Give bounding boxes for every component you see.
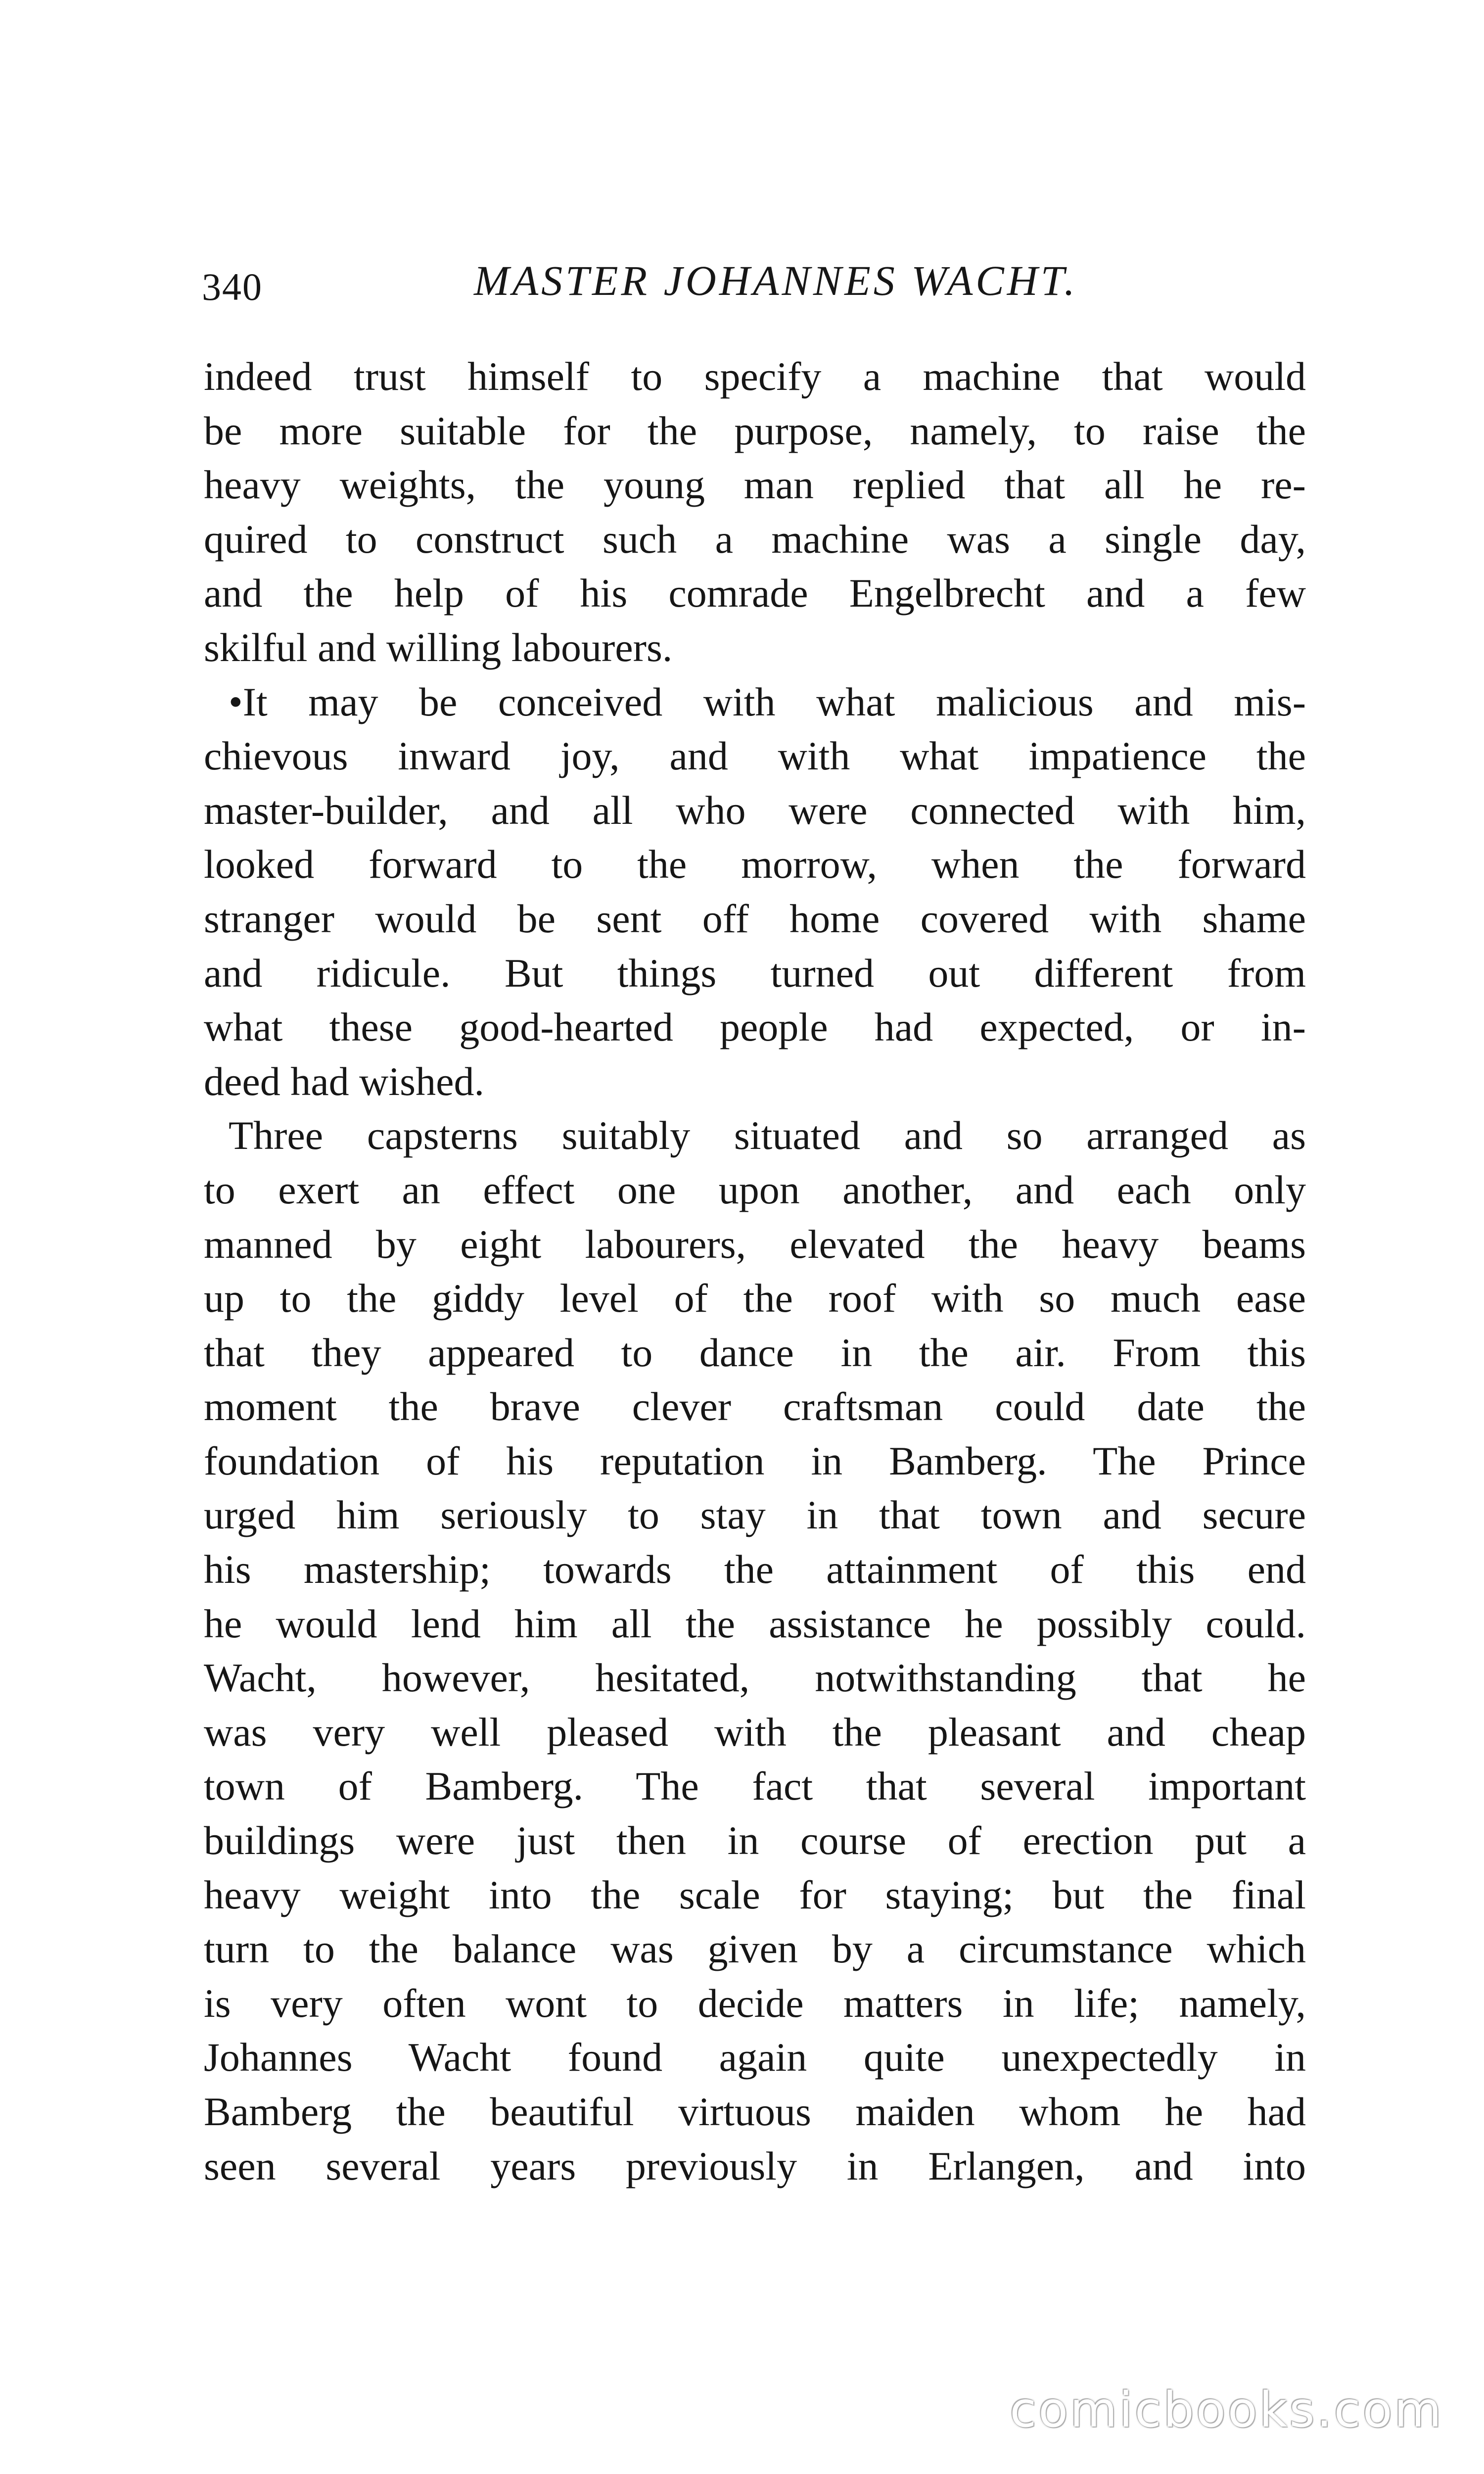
text-line: urged him seriously to stay in that town and secure <box>204 1492 1306 1538</box>
text-line: indeed trust himself to specify a machine that would <box>204 354 1306 399</box>
text-line: Wacht, however, hesitated, notwithstanding that he <box>204 1655 1306 1701</box>
text-line: manned by eight labourers, elevated the heavy beams <box>204 1221 1306 1267</box>
text-line: master-builder, and all who were connected with him, <box>204 787 1306 833</box>
running-title: MASTER JOHANNES WACHT. <box>474 257 1078 304</box>
text-line: and the help of his comrade Engelbrecht and a few <box>204 571 1306 616</box>
text-line: chievous inward joy, and with what impatience the <box>204 733 1306 779</box>
text-line: •It may be conceived with what malicious and mis- <box>229 679 1306 724</box>
body-text <box>204 349 1306 2193</box>
text-line: town of Bamberg. The fact that several important <box>204 1763 1306 1809</box>
text-line: to exert an effect one upon another, and each only <box>204 1167 1306 1212</box>
text-line: seen several years previously in Erlangen, and into <box>204 2143 1306 2189</box>
text-line: and ridicule. But things turned out different from <box>204 950 1306 996</box>
text-line: Johannes Wacht found again quite unexpectedly in <box>204 2035 1306 2080</box>
text-line: Three capsterns suitably situated and so arranged as <box>229 1113 1306 1158</box>
text-line: buildings were just then in course of erection put a <box>204 1818 1306 1863</box>
text-line: skilful and willing labourers. <box>204 624 673 670</box>
text-line: moment the brave clever craftsman could date the <box>204 1384 1306 1429</box>
text-line: that they appeared to dance in the air. From this <box>204 1330 1306 1375</box>
text-line: is very often wont to decide matters in life; namely, <box>204 1980 1306 2026</box>
text-line: deed had wished. <box>204 1058 484 1104</box>
page-number: 340 <box>202 265 263 308</box>
text-line: turn to the balance was given by a circumstance which <box>204 1926 1306 1972</box>
text-line: he would lend him all the assistance he possibly could. <box>204 1601 1306 1646</box>
text-line: quired to construct such a machine was a single day, <box>204 516 1306 562</box>
page-header <box>202 253 1305 313</box>
text-line: heavy weights, the young man replied that all he re- <box>204 462 1306 508</box>
text-line: Bamberg the beautiful virtuous maiden whom he had <box>204 2089 1306 2134</box>
text-line: stranger would be sent off home covered with shame <box>204 896 1306 941</box>
text-line: was very well pleased with the pleasant and cheap <box>204 1709 1306 1755</box>
text-line: heavy weight into the scale for staying; but the final <box>204 1872 1306 1917</box>
text-line: looked forward to the morrow, when the forward <box>204 842 1306 887</box>
watermark: comicbooks.com <box>1010 2382 1443 2438</box>
text-line: up to the giddy level of the roof with so much ease <box>204 1276 1306 1321</box>
text-line: be more suitable for the purpose, namely, to raise the <box>204 408 1306 453</box>
text-line: what these good-hearted people had expected, or in- <box>204 1004 1306 1050</box>
text-line: foundation of his reputation in Bamberg. The Prince <box>204 1438 1306 1483</box>
text-line: his mastership; towards the attainment of this end <box>204 1547 1306 1592</box>
